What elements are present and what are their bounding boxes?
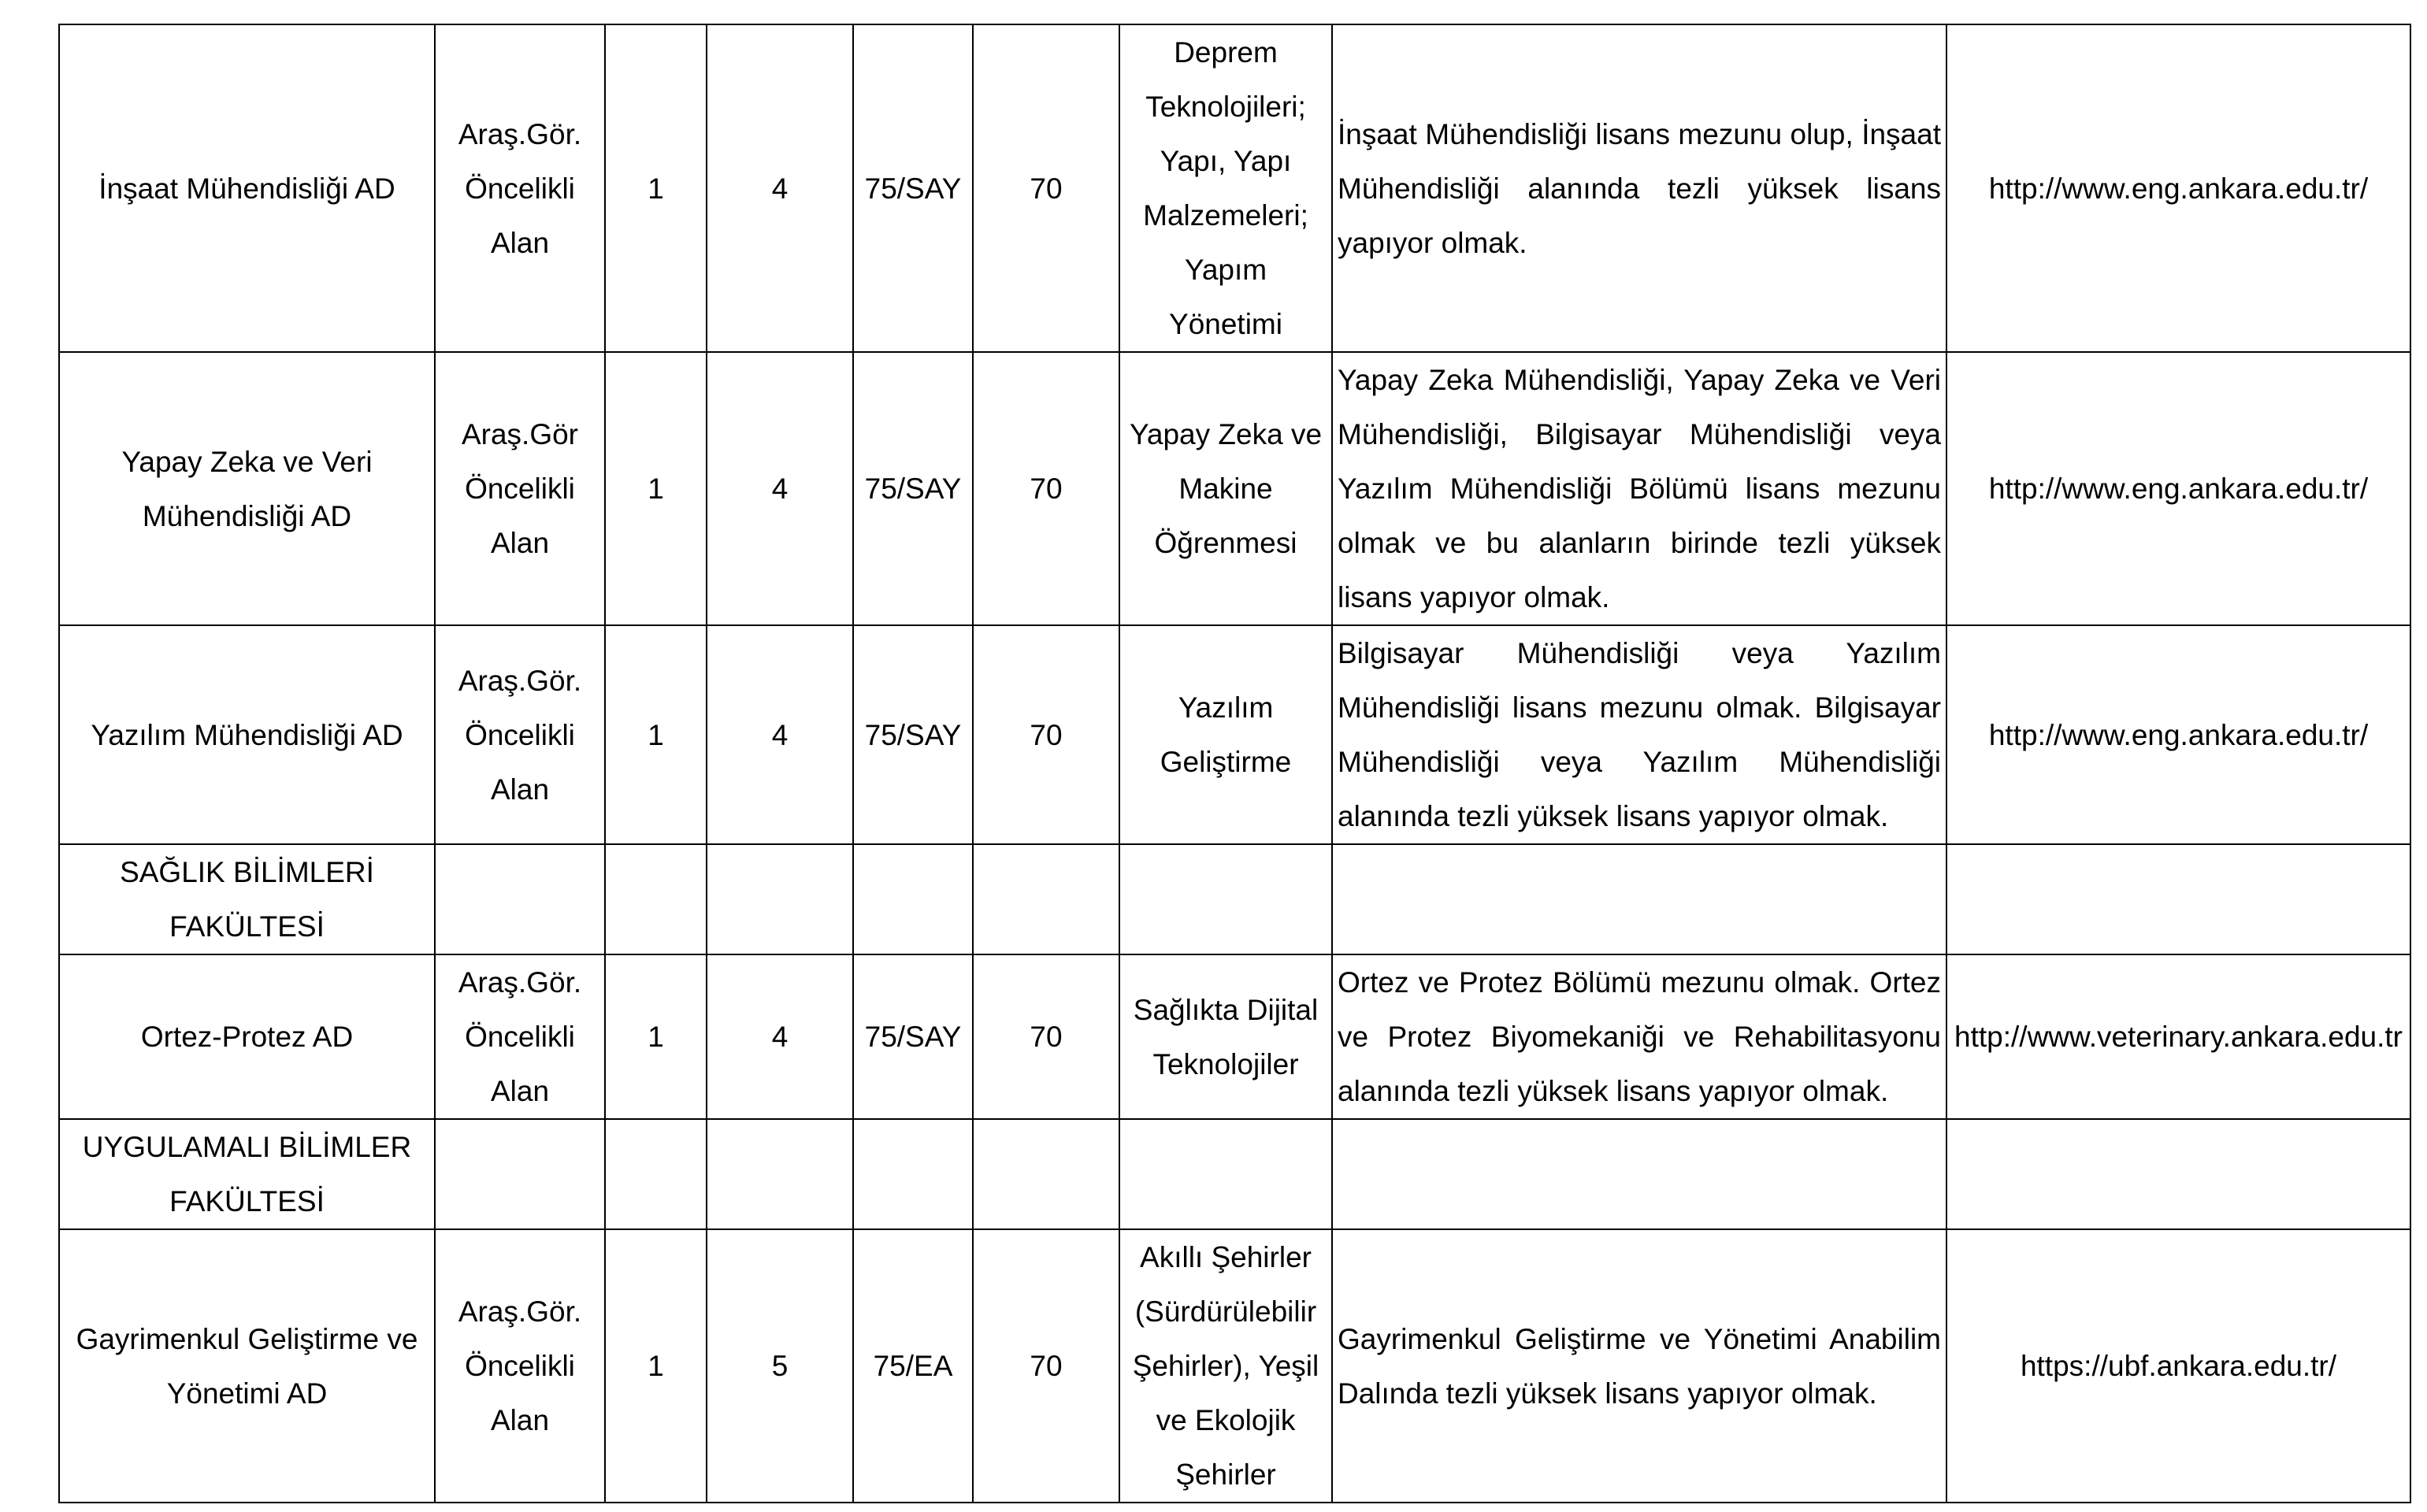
degree-cell: 4 (707, 625, 853, 844)
url-cell: https://ubf.ankara.edu.tr/ (1946, 1229, 2410, 1503)
table-row (59, 844, 2410, 954)
degree-cell (707, 844, 853, 954)
field-cell-line: ve Ekolojik (1156, 1404, 1296, 1436)
department-cell-line: SAĞLIK BİLİMLERİ (120, 856, 374, 888)
position-cell-line: Araş.Gör. (458, 117, 582, 150)
department-cell-line: Ortez-Protez AD (140, 1021, 354, 1053)
position-cell-line: Öncelikli (465, 172, 575, 205)
department-cell (59, 1119, 435, 1229)
degree-cell: 4 (707, 352, 853, 625)
url-cell: http://www.eng.ankara.edu.tr/ (1946, 352, 2410, 625)
field-cell (1119, 24, 1332, 352)
requirement-cell: Yapay Zeka Mühendisliği, Yapay Zeka ve Veri Mühendisliği, Bilgisayar Mühendisliği veya Yazılım Mühendisliği Bölümü lisans mezunu olmak ve bu alanların birinde tezli yüksek lisans yapıyor olmak. (1332, 352, 1946, 625)
url-cell: http://www.veterinary.ankara.edu.tr (1946, 954, 2410, 1119)
table-row (59, 1229, 2410, 1503)
position-cell (435, 1119, 605, 1229)
position-cell-line: Alan (490, 1075, 550, 1107)
position-cell-line: Alan (490, 1404, 550, 1436)
degree-cell: 4 (707, 24, 853, 352)
department-cell-line: Yönetimi AD (166, 1377, 328, 1410)
language-score-cell: 70 (973, 954, 1119, 1119)
language-score-cell: 70 (973, 625, 1119, 844)
field-cell-line: Öğrenmesi (1154, 527, 1297, 559)
table-row (59, 625, 2410, 844)
department-cell (59, 1229, 435, 1503)
position-cell-line: Alan (490, 773, 550, 806)
requirement-cell (1332, 844, 1946, 954)
field-cell (1119, 1229, 1332, 1503)
department-cell (59, 625, 435, 844)
count-cell (605, 1119, 707, 1229)
field-cell-line: Yapım Yönetimi (1169, 254, 1282, 340)
ales-score-cell: 75/EA (853, 1229, 973, 1503)
department-cell-line: Gayrimenkul Geliştirme ve (76, 1322, 418, 1355)
field-cell (1119, 625, 1332, 844)
field-cell-line: Makine (1178, 472, 1273, 505)
position-cell-line: Alan (490, 527, 550, 559)
ales-score-cell: 75/SAY (853, 24, 973, 352)
field-cell (1119, 844, 1332, 954)
position-cell-line: Öncelikli (465, 1021, 575, 1053)
department-cell-line: Yazılım Mühendisliği AD (91, 718, 403, 751)
url-cell (1946, 844, 2410, 954)
url-cell (1946, 1119, 2410, 1229)
department-cell-line: UYGULAMALI BİLİMLER (82, 1131, 412, 1163)
field-cell-line: Şehirler (1175, 1458, 1276, 1491)
degree-cell: 4 (707, 954, 853, 1119)
position-cell (435, 1229, 605, 1503)
field-cell-line: Yazılım (1178, 691, 1274, 724)
position-cell-line: Araş.Gör (461, 418, 579, 450)
ales-score-cell (853, 1119, 973, 1229)
degree-cell (707, 1119, 853, 1229)
field-cell-line: Geliştirme (1160, 746, 1292, 778)
count-cell: 1 (605, 625, 707, 844)
table-row (59, 24, 2410, 352)
position-cell (435, 625, 605, 844)
language-score-cell: 70 (973, 1229, 1119, 1503)
field-cell-line: Yapay Zeka ve (1129, 418, 1323, 450)
count-cell: 1 (605, 1229, 707, 1503)
requirement-cell: Ortez ve Protez Bölümü mezunu olmak. Ortez ve Protez Biyomekaniği ve Rehabilitasyonu alanında tezli yüksek lisans yapıyor olmak. (1332, 954, 1946, 1119)
positions-table (58, 24, 2411, 1503)
ales-score-cell: 75/SAY (853, 352, 973, 625)
degree-cell: 5 (707, 1229, 853, 1503)
department-cell (59, 352, 435, 625)
requirement-cell: İnşaat Mühendisliği lisans mezunu olup, İnşaat Mühendisliği alanında tezli yüksek lisans yapıyor olmak. (1332, 24, 1946, 352)
department-cell (59, 24, 435, 352)
position-cell-line: Alan (490, 226, 550, 259)
table-row (59, 352, 2410, 625)
field-cell (1119, 352, 1332, 625)
ales-score-cell (853, 844, 973, 954)
language-score-cell (973, 1119, 1119, 1229)
position-cell-line: Araş.Gör. (458, 1295, 582, 1328)
position-cell-line: Araş.Gör. (458, 664, 582, 697)
position-cell (435, 954, 605, 1119)
table-row (59, 954, 2410, 1119)
language-score-cell: 70 (973, 24, 1119, 352)
requirement-cell (1332, 1119, 1946, 1229)
field-cell-line: Deprem (1174, 36, 1278, 69)
language-score-cell (973, 844, 1119, 954)
position-cell (435, 844, 605, 954)
field-cell-line: Yapı, Yapı (1160, 145, 1292, 177)
ales-score-cell: 75/SAY (853, 954, 973, 1119)
position-cell-line: Öncelikli (465, 472, 575, 505)
table-body (59, 24, 2410, 1503)
department-cell (59, 844, 435, 954)
position-cell-line: Araş.Gör. (458, 966, 582, 999)
field-cell-line: Malzemeleri; (1143, 199, 1308, 232)
requirement-cell: Bilgisayar Mühendisliği veya Yazılım Mühendisliği lisans mezunu olmak. Bilgisayar Mühendisliği veya Yazılım Mühendisliği alanında tezli yüksek lisans yapıyor olmak. (1332, 625, 1946, 844)
field-cell-line: Teknolojileri; (1145, 91, 1306, 123)
department-cell-line: Yapay Zeka ve Veri (121, 445, 373, 478)
url-cell: http://www.eng.ankara.edu.tr/ (1946, 625, 2410, 844)
url-cell: http://www.eng.ankara.edu.tr/ (1946, 24, 2410, 352)
ales-score-cell: 75/SAY (853, 625, 973, 844)
department-cell-line: Mühendisliği AD (142, 499, 352, 532)
department-cell-line: İnşaat Mühendisliği AD (98, 172, 395, 205)
count-cell: 1 (605, 24, 707, 352)
position-cell (435, 24, 605, 352)
field-cell (1119, 1119, 1332, 1229)
field-cell (1119, 954, 1332, 1119)
department-cell-line: FAKÜLTESİ (169, 910, 325, 943)
position-cell-line: Öncelikli (465, 1350, 575, 1382)
count-cell: 1 (605, 352, 707, 625)
count-cell (605, 844, 707, 954)
positions-table-container (58, 24, 2410, 1503)
position-cell-line: Öncelikli (465, 718, 575, 751)
requirement-cell: Gayrimenkul Geliştirme ve Yönetimi Anabilim Dalında tezli yüksek lisans yapıyor olmak. (1332, 1229, 1946, 1503)
field-cell-line: Sağlıkta Dijital (1133, 993, 1319, 1026)
language-score-cell: 70 (973, 352, 1119, 625)
field-cell-line: Şehirler), Yeşil (1132, 1350, 1319, 1382)
field-cell-line: Teknolojiler (1152, 1047, 1299, 1080)
department-cell (59, 954, 435, 1119)
table-row (59, 1119, 2410, 1229)
field-cell-line: (Sürdürülebilir (1134, 1295, 1317, 1328)
count-cell: 1 (605, 954, 707, 1119)
field-cell-line: Akıllı Şehirler (1140, 1241, 1312, 1273)
department-cell-line: FAKÜLTESİ (169, 1185, 325, 1217)
position-cell (435, 352, 605, 625)
